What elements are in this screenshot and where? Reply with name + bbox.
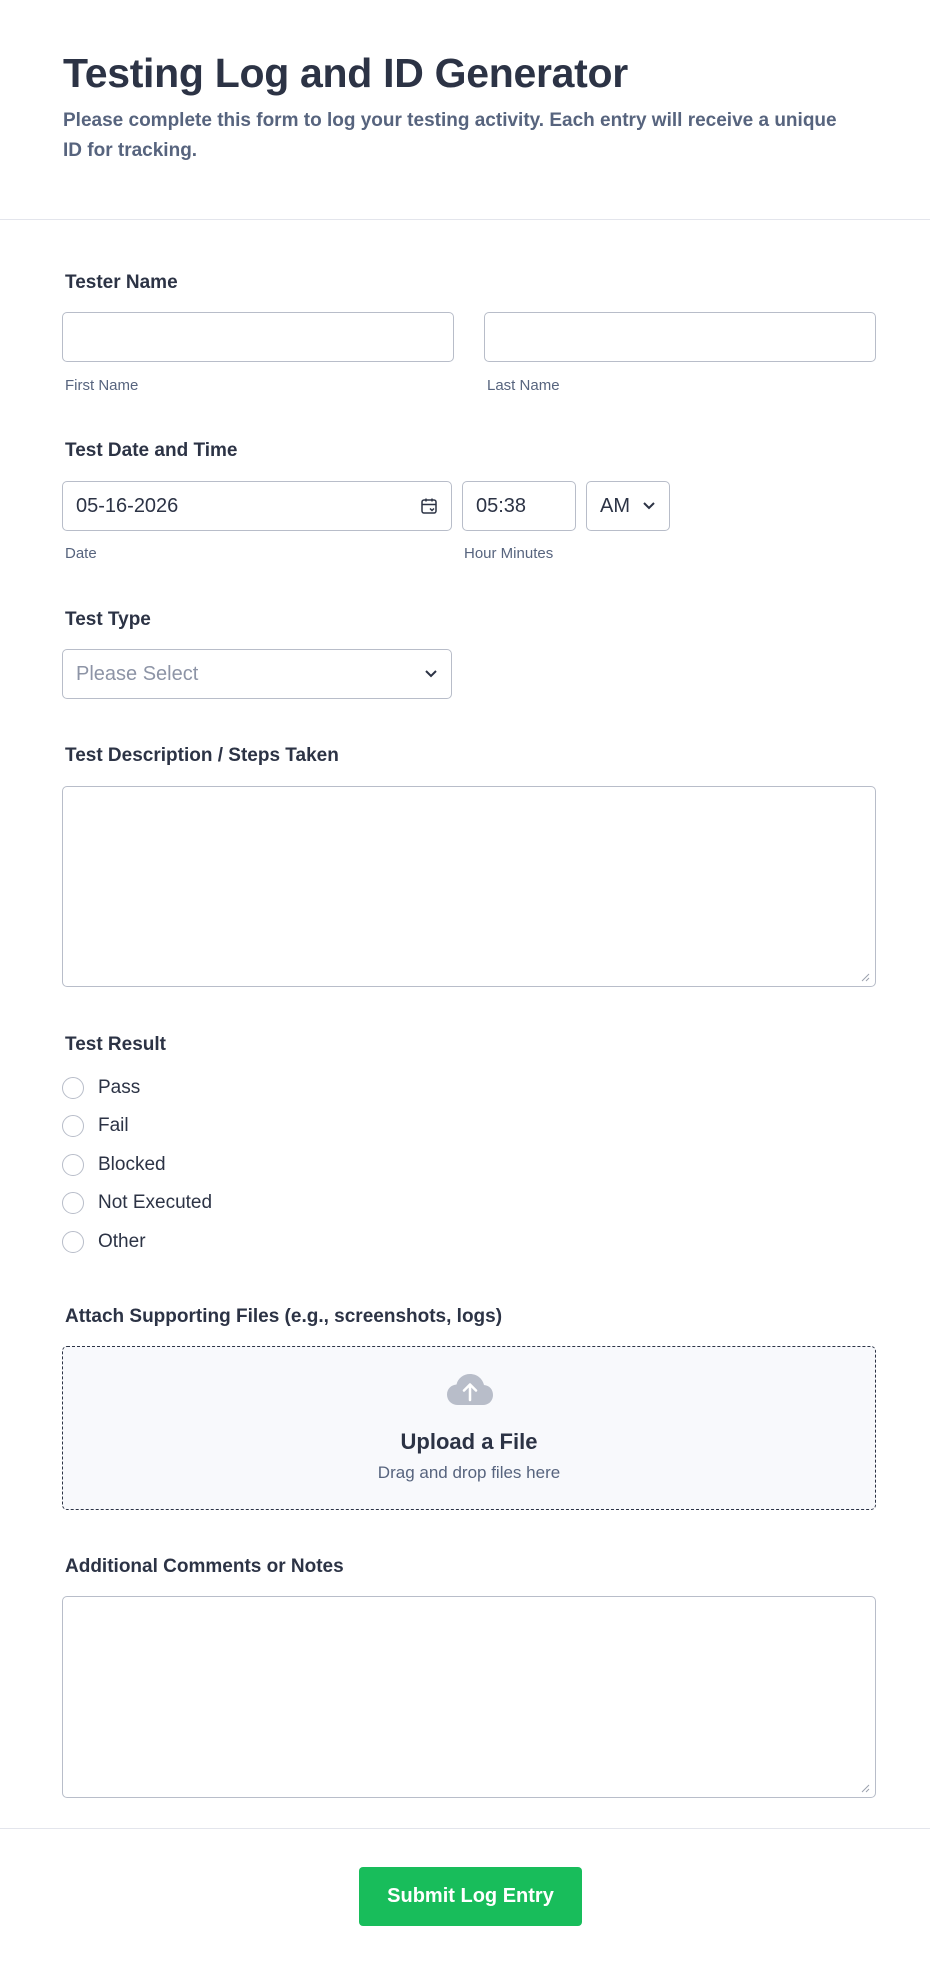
chevron-down-icon xyxy=(642,501,656,511)
radio-button[interactable] xyxy=(62,1077,84,1099)
cloud-upload-icon xyxy=(446,1373,494,1412)
calendar-icon[interactable] xyxy=(420,497,438,515)
first-name-input[interactable] xyxy=(62,312,454,362)
time-input[interactable] xyxy=(462,481,576,531)
ampm-select[interactable] xyxy=(586,481,670,531)
first-name-sublabel: First Name xyxy=(65,377,139,394)
radio-label: Other xyxy=(98,1231,146,1252)
description-textarea[interactable] xyxy=(62,786,876,987)
test-type-label: Test Type xyxy=(65,609,151,630)
test-type-select[interactable] xyxy=(62,649,452,699)
radio-label: Fail xyxy=(98,1115,129,1136)
upload-title: Upload a File xyxy=(400,1429,538,1454)
radio-option-other[interactable] xyxy=(62,1228,146,1256)
chevron-down-icon xyxy=(424,669,438,679)
last-name-input[interactable] xyxy=(484,312,876,362)
tester-name-label: Tester Name xyxy=(65,272,178,293)
radio-button[interactable] xyxy=(62,1115,84,1137)
ampm-value: AM xyxy=(600,494,630,517)
resize-handle-icon[interactable] xyxy=(860,972,870,982)
submit-button[interactable]: Submit Log Entry xyxy=(359,1867,582,1926)
radio-option-not-executed[interactable] xyxy=(62,1189,212,1217)
attachments-label: Attach Supporting Files (e.g., screenshots, logs) xyxy=(65,1306,503,1327)
page-title: Testing Log and ID Generator xyxy=(63,50,628,96)
radio-label: Blocked xyxy=(98,1154,166,1175)
resize-handle-icon[interactable] xyxy=(860,1783,870,1793)
footer-divider xyxy=(0,1828,930,1829)
date-input[interactable] xyxy=(62,481,452,531)
file-upload-dropzone[interactable] xyxy=(62,1346,876,1510)
radio-label: Not Executed xyxy=(98,1192,213,1213)
radio-option-fail[interactable] xyxy=(62,1112,129,1140)
radio-button[interactable] xyxy=(62,1231,84,1253)
upload-subtitle: Drag and drop files here xyxy=(377,1463,561,1482)
radio-option-pass[interactable] xyxy=(62,1074,140,1102)
date-time-label: Test Date and Time xyxy=(65,440,238,461)
comments-label: Additional Comments or Notes xyxy=(65,1556,344,1577)
time-value: 05:38 xyxy=(476,494,527,517)
test-result-label: Test Result xyxy=(65,1034,167,1055)
radio-button[interactable] xyxy=(62,1154,84,1176)
last-name-sublabel: Last Name xyxy=(487,377,560,394)
comments-textarea[interactable] xyxy=(62,1596,876,1798)
time-sublabel: Hour Minutes xyxy=(464,545,554,562)
radio-option-blocked[interactable] xyxy=(62,1151,166,1179)
form-header xyxy=(0,0,930,220)
radio-button[interactable] xyxy=(62,1192,84,1214)
date-value: 05-16-2026 xyxy=(76,494,179,517)
radio-label: Pass xyxy=(98,1077,141,1098)
test-type-placeholder: Please Select xyxy=(76,662,199,685)
date-sublabel: Date xyxy=(65,545,97,562)
page-subtitle: Please complete this form to log your testing activity. Each entry will receive a unique ID for tracking. xyxy=(63,110,837,161)
description-label: Test Description / Steps Taken xyxy=(65,745,339,766)
